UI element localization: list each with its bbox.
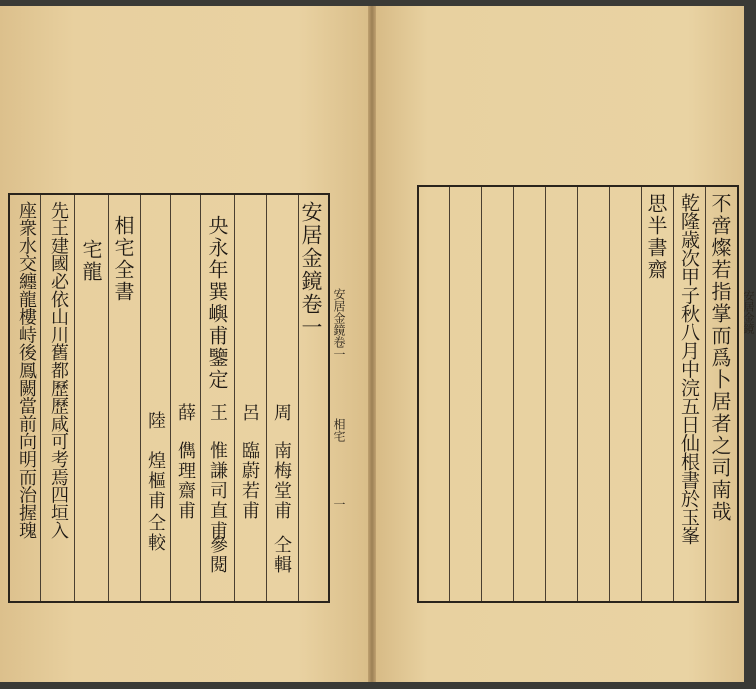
credit-dynasty: 周	[271, 403, 292, 423]
column-rule	[74, 195, 75, 601]
column-rule	[40, 195, 41, 601]
column-rule	[108, 195, 109, 601]
credit-role: 仝輯	[271, 535, 292, 575]
body-text-line: 座衆水交纏龍樓峙後鳳闕當前向明而治握瑰	[16, 201, 37, 540]
column-rule	[545, 187, 546, 601]
credit-role: 參閱	[207, 535, 228, 575]
column-rule	[140, 195, 141, 601]
column-rule	[481, 187, 482, 601]
credit-dynasty: 陸	[145, 411, 166, 431]
column-rule	[705, 187, 706, 601]
credit-name: 南梅堂甫	[271, 441, 292, 521]
column-rule	[170, 195, 171, 601]
credit-role: 仝較	[145, 513, 166, 553]
body-text-line: 不啻燦若指掌而爲卜居者之司南哉	[708, 193, 732, 523]
credit-name: 煌樞甫	[145, 451, 166, 511]
credit-name: 儁理齋甫	[175, 441, 196, 521]
column-rule	[200, 195, 201, 601]
body-text-line: 乾隆歳次甲子秋八月中浣五日仙根書於玉峯	[678, 193, 700, 545]
section-title: 相宅全書	[111, 215, 135, 303]
column-rule	[234, 195, 235, 601]
column-rule	[609, 187, 610, 601]
right-margin-volume: 安居金鏡	[742, 290, 755, 334]
credit-dynasty: 薛	[175, 403, 196, 423]
book-gutter	[368, 6, 376, 682]
column-rule	[641, 187, 642, 601]
column-rule	[577, 187, 578, 601]
credit-dynasty: 呂	[239, 403, 260, 423]
credit-dynasty: 王	[207, 403, 228, 423]
credit-name: 惟謙司直甫	[207, 441, 228, 541]
column-rule	[513, 187, 514, 601]
column-rule	[449, 187, 450, 601]
body-text-line: 先王建國必依山川舊都歷歷咸可考焉四垣入	[48, 201, 69, 540]
credit-name: 臨蔚若甫	[239, 441, 260, 521]
subsection-title: 宅龍	[79, 239, 103, 283]
right-text-frame	[417, 185, 739, 603]
column-rule	[673, 187, 674, 601]
body-text-line: 思半書齋	[644, 193, 668, 281]
left-text-frame	[8, 193, 330, 603]
column-rule	[266, 195, 267, 601]
left-margin-volume: 安居金鏡卷一	[332, 288, 346, 360]
editor-credit: 央永年巽嶼甫鑒定	[205, 215, 229, 391]
left-margin-page: 一	[332, 498, 346, 510]
volume-title: 安居金鏡卷一	[299, 201, 323, 339]
left-margin-section: 相宅	[332, 418, 346, 442]
